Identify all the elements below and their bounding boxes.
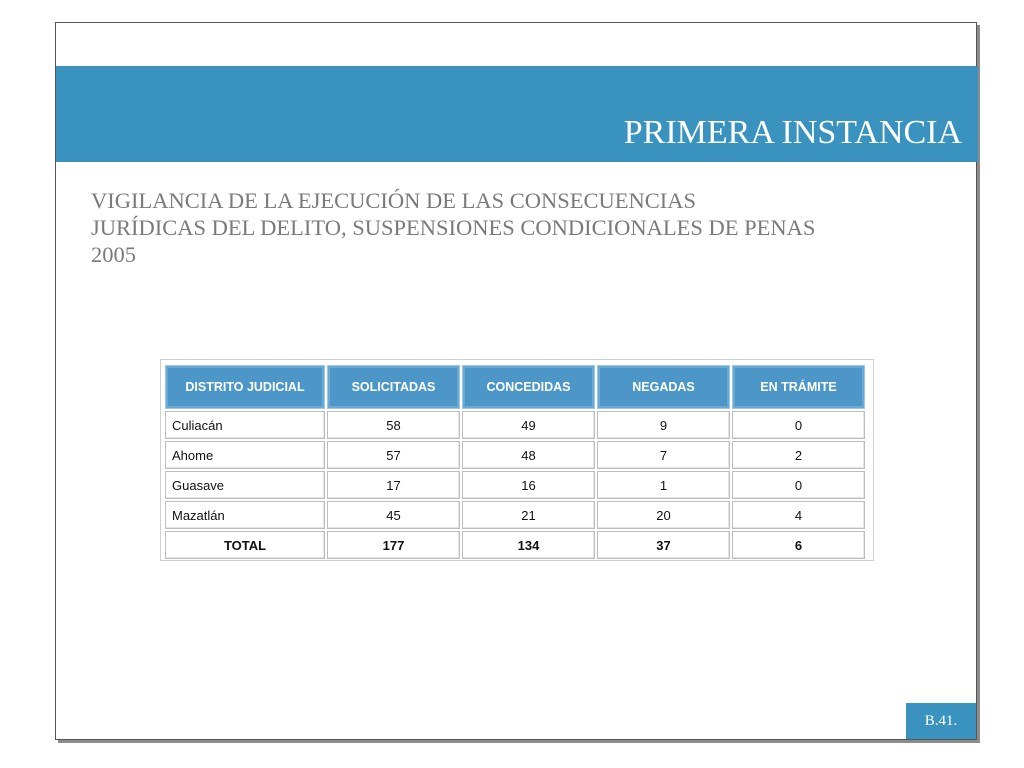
page-number-badge: B.41.	[906, 703, 976, 739]
header-negadas: NEGADAS	[597, 365, 730, 409]
cell-negadas: 9	[597, 411, 730, 439]
cell-en-tramite: 0	[732, 411, 865, 439]
cell-total-negadas: 37	[597, 531, 730, 559]
title-banner	[56, 66, 978, 162]
table-total-row	[165, 531, 865, 559]
slide-subtitle	[91, 187, 921, 268]
cell-concedidas: 49	[462, 411, 595, 439]
cell-negadas: 7	[597, 441, 730, 469]
table-row	[165, 441, 865, 469]
cell-negadas: 20	[597, 501, 730, 529]
cell-total-en-tramite: 6	[732, 531, 865, 559]
cell-distrito: Ahome	[165, 441, 325, 469]
header-concedidas: CONCEDIDAS	[462, 365, 595, 409]
subtitle-line-3: 2005	[91, 242, 136, 267]
slide	[55, 22, 977, 740]
cell-en-tramite: 2	[732, 441, 865, 469]
cell-negadas: 1	[597, 471, 730, 499]
cell-solicitadas: 57	[327, 441, 460, 469]
cell-distrito: Mazatlán	[165, 501, 325, 529]
cell-solicitadas: 58	[327, 411, 460, 439]
header-solicitadas: SOLICITADAS	[327, 365, 460, 409]
subtitle-line-2: JURÍDICAS DEL DELITO, SUSPENSIONES CONDICIONALES DE PENAS	[91, 215, 816, 240]
cell-solicitadas: 17	[327, 471, 460, 499]
page-title: PRIMERA INSTANCIA	[623, 114, 962, 151]
cell-total-concedidas: 134	[462, 531, 595, 559]
data-table-frame	[160, 359, 874, 561]
header-distrito-judicial: DISTRITO JUDICIAL	[165, 365, 325, 409]
table-header-row	[165, 365, 865, 409]
cell-en-tramite: 0	[732, 471, 865, 499]
cell-concedidas: 21	[462, 501, 595, 529]
subtitle-line-1: VIGILANCIA DE LA EJECUCIÓN DE LAS CONSECUENCIAS	[91, 188, 696, 213]
cell-total-label: TOTAL	[165, 531, 325, 559]
cell-concedidas: 48	[462, 441, 595, 469]
cell-total-solicitadas: 177	[327, 531, 460, 559]
table-row	[165, 411, 865, 439]
table-row	[165, 501, 865, 529]
header-en-tramite: EN TRÁMITE	[732, 365, 865, 409]
cell-en-tramite: 4	[732, 501, 865, 529]
cell-solicitadas: 45	[327, 501, 460, 529]
cell-concedidas: 16	[462, 471, 595, 499]
table-row	[165, 471, 865, 499]
data-table	[163, 363, 867, 561]
cell-distrito: Culiacán	[165, 411, 325, 439]
cell-distrito: Guasave	[165, 471, 325, 499]
